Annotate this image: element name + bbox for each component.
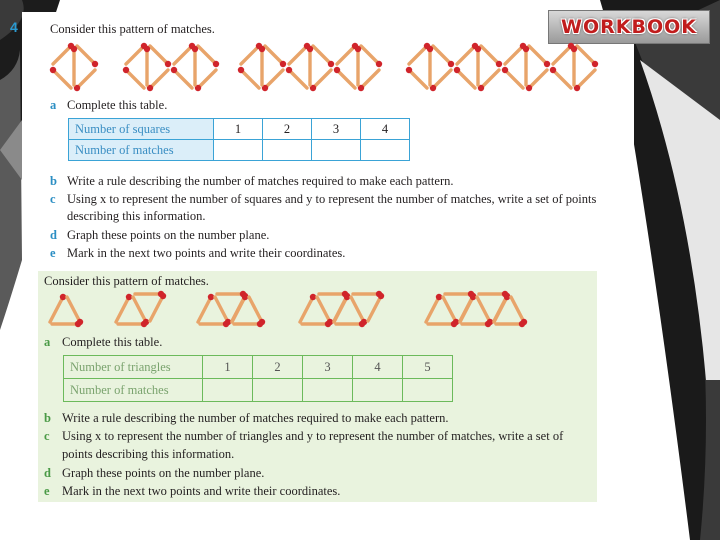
match-stick	[118, 321, 147, 327]
match-stick	[511, 297, 527, 325]
q5-part-c-text-cont: points describing this information.	[62, 447, 235, 461]
q5-part-b-text: Write a rule describing the number of matches required to make each pattern.	[62, 411, 449, 425]
match-stick	[351, 297, 367, 325]
match-stick	[428, 321, 457, 327]
table-header-squares: Number of squares	[69, 119, 214, 140]
match-stick	[477, 297, 493, 325]
table-cell: 3	[303, 356, 353, 379]
match-stick	[234, 321, 263, 327]
q5-part-e-text: Mark in the next two points and write their coordinates.	[62, 484, 341, 498]
q5-intro: Consider this pattern of matches.	[44, 274, 209, 288]
q4-part-b-letter: b	[50, 174, 57, 188]
answer-cell[interactable]	[253, 379, 303, 402]
q4-part-a-letter: a	[50, 98, 57, 112]
q5-part-c-letter: c	[44, 429, 50, 443]
q4-part-d-text: Graph these points on the number plane.	[67, 228, 270, 242]
q5-part-b-letter: b	[44, 411, 51, 425]
match-stick	[426, 294, 442, 322]
match-stick	[462, 321, 491, 327]
match-stick	[460, 294, 476, 322]
q4-part-e-text: Mark in the next two points and write their coordinates.	[67, 246, 346, 260]
q5-part-a-letter: a	[44, 335, 51, 349]
q5-part-e-letter: e	[44, 484, 50, 498]
match-stick	[200, 321, 229, 327]
match-stick	[443, 297, 459, 325]
match-stick	[198, 294, 214, 322]
match-stick	[50, 294, 66, 322]
match-stick	[336, 321, 365, 327]
answer-cell[interactable]	[403, 379, 453, 402]
match-stick	[317, 297, 333, 325]
table-cell: 3	[312, 119, 361, 140]
q5-part-a-text: Complete this table.	[62, 335, 163, 349]
match-stick	[300, 294, 316, 322]
q4-part-a-text: Complete this table.	[67, 98, 168, 112]
q4-intro: Consider this pattern of matches.	[50, 22, 215, 36]
match-stick	[494, 294, 510, 322]
answer-cell[interactable]	[303, 379, 353, 402]
table-cell: 1	[214, 119, 263, 140]
table-cell: 2	[263, 119, 312, 140]
table-cell: 4	[361, 119, 410, 140]
q4-part-b-text: Write a rule describing the number of matches required to make each pattern.	[67, 174, 454, 188]
match-stick	[150, 293, 166, 321]
table-row	[64, 356, 453, 379]
match-stick	[249, 297, 265, 325]
q4-part-c-letter: c	[50, 192, 56, 206]
q4-part-d-letter: d	[50, 228, 57, 242]
match-stick	[496, 321, 525, 327]
workbook-label: WORKBOOK	[561, 16, 697, 38]
triangles-table	[63, 355, 453, 402]
match-stick	[67, 297, 83, 325]
q4-part-c-text-cont: describing this information.	[67, 209, 206, 223]
match-stick	[215, 297, 231, 325]
match-stick	[232, 294, 248, 322]
answer-cell[interactable]	[353, 379, 403, 402]
match-stick	[334, 294, 350, 322]
answer-cell[interactable]	[203, 379, 253, 402]
q4-part-c-text: Using x to represent the number of squares and y to represent the number of matches, write a set of points	[67, 192, 597, 206]
table-header-triangles: Number of triangles	[64, 356, 203, 379]
table-header-matches: Number of matches	[64, 379, 203, 402]
table-cell: 5	[403, 356, 453, 379]
question-number: 4	[10, 19, 18, 35]
table-cell: 4	[353, 356, 403, 379]
q5-part-d-letter: d	[44, 466, 51, 480]
match-stick	[52, 321, 81, 327]
match-stick	[133, 297, 149, 325]
match-stick	[302, 321, 331, 327]
q4-part-e-letter: e	[50, 246, 56, 260]
q5-part-d-text: Graph these points on the number plane.	[62, 466, 265, 480]
table-cell: 2	[253, 356, 303, 379]
q5-part-c-text: Using x to represent the number of triangles and y to represent the number of matches, write a set of	[62, 429, 564, 443]
table-row	[64, 379, 453, 402]
table-cell: 1	[203, 356, 253, 379]
match-stick	[368, 293, 384, 321]
match-stick	[116, 294, 132, 322]
table-header-matches: Number of matches	[69, 140, 214, 161]
